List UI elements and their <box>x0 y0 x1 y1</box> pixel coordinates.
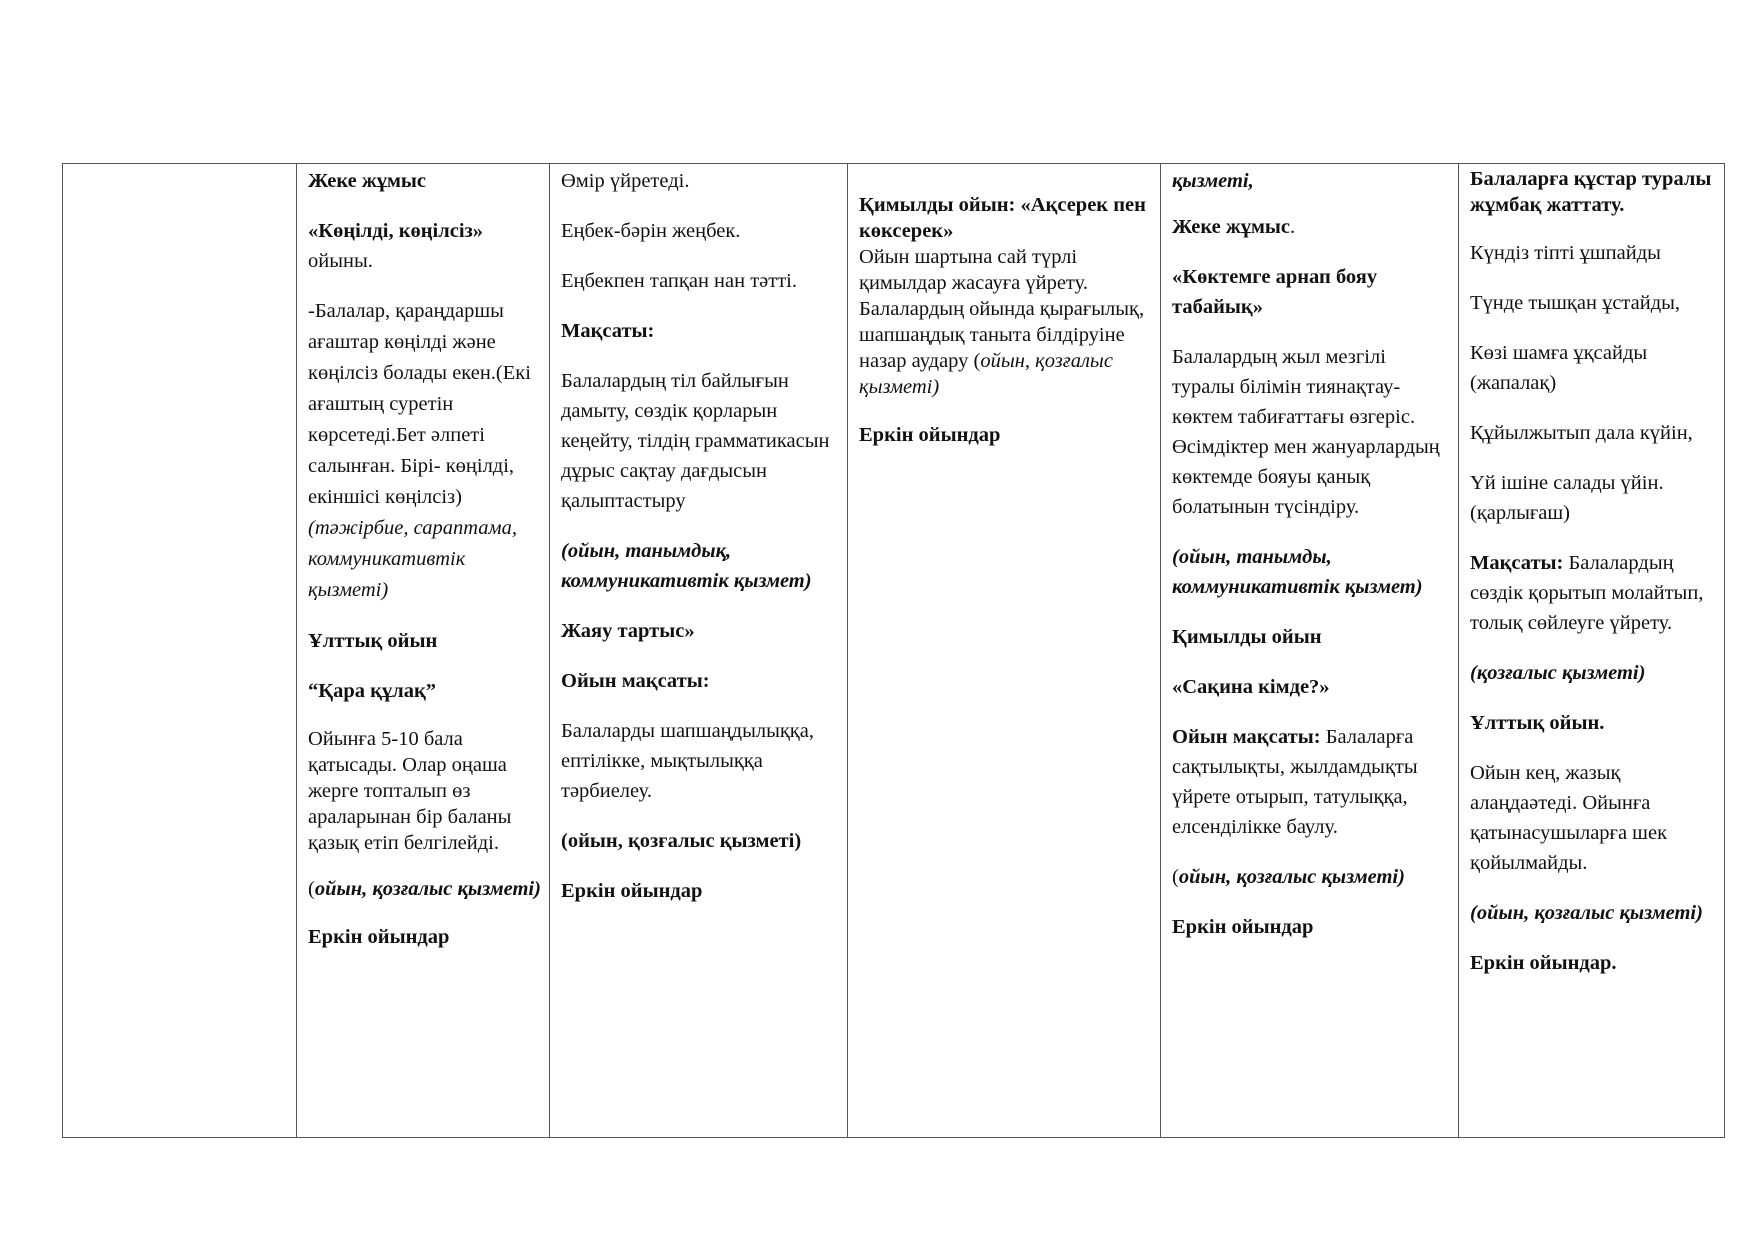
riddle-line-5: Үй ішіне салады үйін. (қарлығаш) <box>1470 472 1664 524</box>
free-games: Еркін ойындар <box>561 880 703 902</box>
free-games: Еркін ойындар <box>308 926 450 948</box>
cell-individual-work <box>297 164 550 1138</box>
game-description: Балалардың жыл мезгілі туралы білімін тиянақтау- көктем табиғаттағы өзгеріс. Өсімдіктер мен жануарлардың көктемде бояуы қанық болатынын түсіндіру. <box>1172 346 1440 518</box>
movement-game-title: «Сақина кімде?» <box>1172 676 1330 698</box>
cell-movement-game <box>848 164 1161 1138</box>
riddle-line-2: Түнде тышқан ұстайды, <box>1470 292 1681 314</box>
cell-riddles <box>1459 164 1725 1138</box>
heading-movement-game: Қимылды ойын <box>1172 626 1322 648</box>
activity-type: (ойын, қозғалыс қызметі) <box>1172 866 1405 888</box>
game-title: Қимылды ойын: «Ақсерек пен көксерек» <box>859 194 1146 242</box>
heading-national-game: Ұлттық ойын. <box>1470 712 1605 734</box>
activity-type: (ойын, қозғалыс қызметі) <box>561 830 802 852</box>
game-title: «Көңілді, көңілсіз» <box>308 220 484 242</box>
proverb-3: Еңбекпен тапқан нан тәтті. <box>561 270 798 292</box>
riddle-line-4: Құйылжытып дала күйін, <box>1470 422 1693 444</box>
goal-text: Балалардың тіл байлығын дамыту, сөздік қорларын кеңейту, тілдің грамматикасын дұрыс сақтау дағдысын қалыптастыру <box>561 370 830 512</box>
riddle-line-3: Көзі шамға ұқсайды (жапалақ) <box>1470 342 1648 394</box>
activity-type: (ойын, танымдық, коммуникативтік қызмет) <box>561 540 812 592</box>
activity-type: (қозғалыс қызметі) <box>1470 662 1646 684</box>
riddles-heading: Балаларға құстар туралы жұмбақ жаттату. <box>1470 168 1712 216</box>
national-game-description: Ойын кең, жазық алаңдаәтеді. Ойынға қатынасушыларға шек қойылмайды. <box>1470 762 1668 874</box>
riddle-line-1: Күндіз тіпті ұшпайды <box>1470 242 1661 264</box>
cell-spring-colors <box>1161 164 1459 1138</box>
game-description: -Балалар, қараңдаршы ағаштар көңілді және көңілсіз болады екен.(Екі ағаштың суретін көрсетеді.Бет әлпеті салынған. Бірі- көңілді, екіншісі көңілсіз) (тәжірбие, сараптама, коммуникативтік қызметі) <box>308 300 531 601</box>
heading-national-game: Ұлттық ойын <box>308 630 438 652</box>
free-games: Еркін ойындар <box>1172 916 1314 938</box>
activity-type: (ойын, танымды, коммуникативтік қызмет) <box>1172 546 1423 598</box>
game-goal: Ойын мақсаты: Балаларға сақтылықты, жылдамдықты үйрете отырып, татулыққа, елсенділікке баулу. <box>1172 726 1418 838</box>
goal: Мақсаты: Балалардың сөздік қорытып молайтып, толық сөйлеуге үйрету. <box>1470 552 1704 634</box>
proverb-1: Өмір үйретеді. <box>561 170 690 192</box>
cell-proverbs <box>550 164 848 1138</box>
heading-individual-work: Жеке жұмыс. <box>1172 216 1296 238</box>
game-title: «Көктемге арнап бояу табайық» <box>1172 266 1378 318</box>
plan-table <box>62 163 1725 1138</box>
heading-individual-work: Жеке жұмыс <box>308 170 427 192</box>
activity-type: (ойын, қозғалыс қызметі) <box>308 878 541 900</box>
table-row <box>63 164 1725 1138</box>
game-goal-heading: Ойын мақсаты: <box>561 670 710 692</box>
game-description: Ойын шартына сай түрлі қимылдар жасауға үйрету. Балалардың ойында қырағылық, шапшаңдық таныта білдіруіне назар аудару (ойын, қозғалыс қызметі) <box>859 246 1145 398</box>
game-title: Жаяу тартыс» <box>561 620 695 642</box>
game-goal-text: Балаларды шапшаңдылыққа, ептілікке, мықтылыққа тәрбиелеу. <box>561 720 814 802</box>
activity-type: (ойын, қозғалыс қызметі) <box>1470 902 1703 924</box>
free-games: Еркін ойындар. <box>1470 952 1617 974</box>
goal-heading: Мақсаты: <box>561 320 655 342</box>
proverb-2: Еңбек-бәрін жеңбек. <box>561 220 741 242</box>
game-label: ойыны. <box>308 250 373 272</box>
empty-cell <box>63 164 297 1138</box>
national-game-title: “Қара құлақ” <box>308 680 437 702</box>
national-game-description: Ойынға 5-10 бала қатысады. Олар оңаша жерге топталып өз араларынан бір баланы қазық етіп белгілейді. <box>308 728 512 854</box>
activity-type-continued: қызметі, <box>1172 170 1254 192</box>
free-games: Еркін ойындар <box>859 424 1001 446</box>
